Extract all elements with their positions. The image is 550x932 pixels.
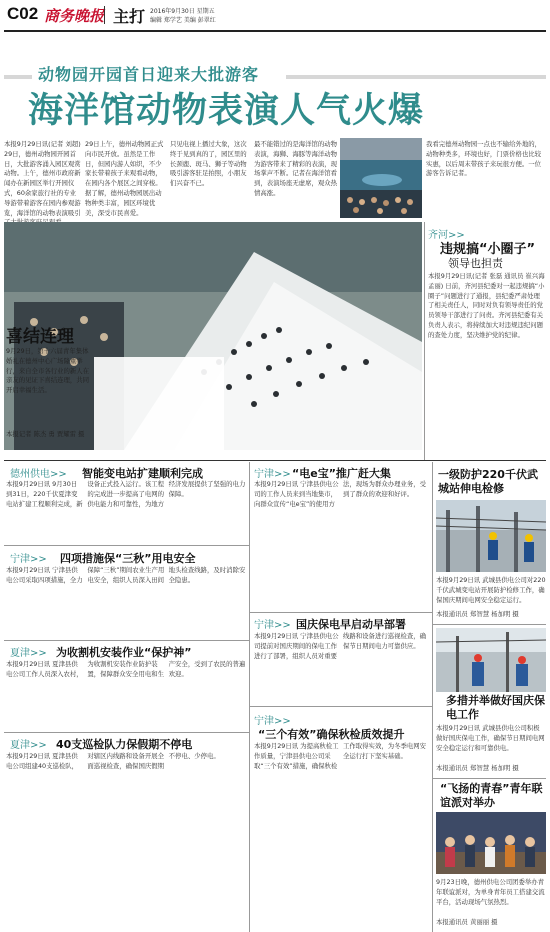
row4-b-body: 本报9月29日讯 为提高秋检工作质量，宁津县供电公司采取“三个有效”措施，确保秋检工作取得实效，为冬季电网安全运行打下坚实基础。 (254, 742, 427, 770)
row5-a-headline: 40支巡检队力保假期不停电 (56, 738, 193, 751)
photo-story-headline: 喜结连理 (6, 327, 74, 347)
row2-a-headline: 智能变电站扩建顺利完成 (82, 467, 203, 480)
lead-headline: 海洋馆动物表演人气火爆 (28, 91, 425, 131)
side-story-headline: 违规搞“小圈子” (440, 242, 536, 257)
row2-c-headline: 一级防护220千伏武城站伸电检修 (438, 468, 538, 495)
lead-body-col1: 本报9月29日讯(记者 刘超) 29日，德州动物园开园首日，大批游客涌入园区观赏动物。上午，德州市政府新闻办在新园区举行开园仪式，60余家旅行社的专业导游带着游客在园内参观游览，海洋馆的动物表演吸引 (4, 140, 81, 217)
date-line: 2016年9月30日 星期五 (150, 8, 215, 15)
section-title: 主打 (113, 7, 146, 26)
row5-a-tag: 夏津>> (10, 740, 47, 751)
row2-b-headline: “电e宝”推广赶大集 (292, 467, 391, 480)
row4-a-tag: 夏津>> (10, 648, 47, 659)
row2-b-body: 本报9月29日讯 宁津县供电公司的工作人员来到当地集市，向群众宣传“电e宝”的使用方法，现场为群众办理业务，受到了群众的欢迎和好评。 (254, 480, 427, 508)
row3-a-body: 本报9月29日讯 宁津县供电公司采取四项措施，全力保障“三秋”期间农业生产用电安全，组织人员深入田间地头检查线路，及时消除安全隐患。 (6, 566, 246, 584)
lead-body-col3: 只见电视上播过大象，这次终于见到真的了，园区里的长颈鹿、斑马、狮子等动物吸引游客驻足拍照，小朋友们兴奋不已。 (170, 140, 247, 188)
holiday-power-photo (436, 628, 546, 692)
side-story-tag: 齐河>> (428, 230, 465, 241)
row4-b-tag: 宁津>> (254, 716, 291, 727)
photo-story-credit: 本报记者 陈杰 勇 贾耀雷 摄 (6, 430, 85, 438)
row4-a-body: 本报9月29日讯 夏津县供电公司工作人员深入农村，为收割机安装作业防护装置，保障群众安全用电和生产安全，受到了农民的普遍欢迎。 (6, 660, 246, 678)
row2-c-body: 本报9月29日讯 武城县供电公司对220千伏武城变电站开展防护检修工作，确保国庆期间电网安全稳定运行。 (436, 576, 546, 604)
row2-c-credit: 本报通讯员 郑智慧 杨加明 摄 (436, 610, 519, 618)
lead-body-col2: 29日上午，德州动物园正式向市民开放。虽然是工作日，但园内游人如织，不少家长带着孩子来观看动物，在园内各个展区之间穿梭。据了解，德州动物园展出动物种类丰富，园区环境优美，深受市民喜爱。 (85, 140, 164, 217)
row2-a-body: 本报9月29日讯 9月30日到31日，220千伏夏津变电站扩建工程顺利完成，新设备正式投入运行。该工程的完成进一步提高了电网的供电能力和可靠性，为地方经济发展提供了坚强的电力保障。 (6, 480, 246, 508)
substation-inspection-photo (436, 500, 546, 572)
side-story-subheadline: 领导也担责 (448, 257, 503, 270)
row5-a-body: 本报9月29日讯 夏津县供电公司组建40支巡检队，对辖区内线路和设备开展全面巡视检查，确保国庆假期不停电、少停电。 (6, 752, 220, 770)
row4-c-body: 9月23日晚，德州供电公司团委举办青年联谊派对，为单身青年员工搭建交流平台，活动现场气氛热烈。 (436, 878, 545, 906)
row3-a-tag: 宁津>> (10, 554, 47, 565)
page-code: C02 (7, 4, 39, 23)
lead-body-col4: 最不能错过的是海洋馆的动物表演，海狮、海豚等海洋动物为游客带来了精彩的表演，现场掌声不断。记者在海洋馆看到，表演场座无虚席，观众热情高涨。 (254, 140, 338, 197)
side-story-body: 本报9月29日讯(记者 张磊 通讯员 崔兴海 孟丽) 日前，齐河县纪委对一起违规搞“小圈子”问题进行了通报，县纪委严肃处理了相关责任人，同时对负有领导责任的党员领导干部进行了问责。齐河县纪委有关负责人表示，将持续加大对违规违纪问题的查处力度，坚决维护党的纪律。 (428, 272, 545, 339)
row3-c-body: 本报9月29日讯 武城县供电公司积极做好国庆保电工作，确保节日期间电网安全稳定运行和可靠供电。 (436, 724, 545, 752)
row3-b-body: 本报9月29日讯 宁津县供电公司提前对国庆期间的保电工作进行了部署，组织人员对重要线路和设备进行巡视检查，确保节日期间电力可靠供应。 (254, 632, 427, 660)
row3-c-credit: 本报通讯员 郑智慧 杨加明 摄 (436, 764, 519, 772)
lead-kicker: 动物园开园首日迎来大批游客 (38, 65, 260, 84)
youth-party-photo (436, 812, 546, 874)
row3-a-headline: 四项措施保“三秋”用电安全 (60, 552, 196, 565)
row3-b-headline: 国庆保电早启动早部署 (296, 618, 406, 631)
row4-c-credit: 本报通讯员 黄丽丽 摄 (436, 918, 498, 926)
row2-a-tag: 德州供电>> (10, 469, 67, 480)
row4-a-headline: 为收割机安装作业“保护神” (56, 646, 192, 659)
row3-b-tag: 宁津>> (254, 620, 291, 631)
lead-body-col5: 我看完德州动物园一点也不输给外地的，动物种类多，环境也好，门票价格也比较实惠，以后周末带孩子来玩很方便。一位游客告诉记者。 (426, 140, 542, 178)
row4-c-headline: “飞扬的青春”青年联谊派对举办 (440, 782, 543, 809)
paper-logo: 商务晚报 (44, 7, 105, 25)
row4-b-headline: “三个有效”确保秋检质效提升 (258, 728, 405, 741)
photo-story-caption: 9月29日，第十六届青年集体婚礼在德州中心广场隆重举行，来自全市各行业的新人在亲友的见证下喜结连理，共同开启幸福生活。 (6, 347, 90, 395)
aquarium-show-photo (340, 138, 422, 218)
row3-c-headline: 多措并举做好国庆保电工作 (446, 694, 545, 721)
row2-b-tag: 宁津>> (254, 469, 291, 480)
editors-line: 编辑 郑学艺 美编 彭翠红 (150, 17, 216, 24)
